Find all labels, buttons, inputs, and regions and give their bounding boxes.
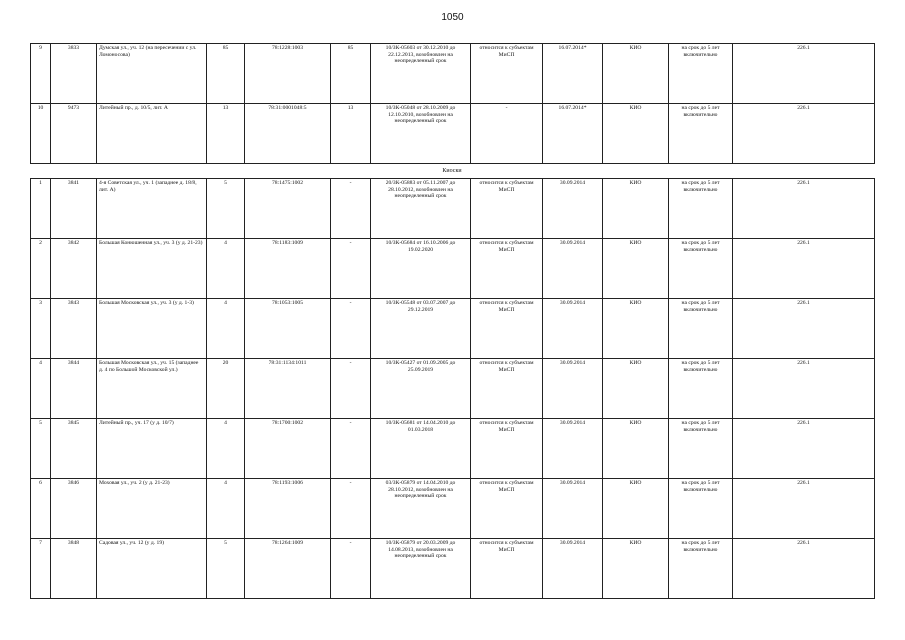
cell-cadastral-number: 78:1183:1009 [245,239,331,299]
cell-organization: КИО [603,44,669,104]
table-row [31,479,875,539]
cell-area: 20 [207,359,245,419]
cell-area-secondary: 13 [331,104,371,164]
cell-date: 30.09.2014 [543,179,603,239]
cell-area-secondary: - [331,359,371,419]
cell-object-id: 3841 [51,179,97,239]
cell-address: Большая Московская ул., уч. 15 (западнее д. 4 по Большой Московской ул.) [97,359,207,419]
cell-organization: КИО [603,539,669,599]
cell-row-number: 2 [31,239,51,299]
cell-code: 226.1 [733,419,875,479]
cell-date: 30.09.2014 [543,419,603,479]
cell-row-number: 5 [31,419,51,479]
cell-area: 4 [207,299,245,359]
cell-row-number: 7 [31,539,51,599]
cell-term: на срок до 5 лет включительно [669,419,733,479]
cell-code: 226.1 [733,179,875,239]
cell-cadastral-number: 78:1264:1009 [245,539,331,599]
cell-cadastral-number: 78:1700:1002 [245,419,331,479]
cell-term: на срок до 5 лет включительно [669,104,733,164]
cell-date: 30.09.2014 [543,299,603,359]
cell-organization: КИО [603,299,669,359]
cell-cadastral-number: 78:1228:1003 [245,44,331,104]
cell-row-number: 6 [31,479,51,539]
cell-subject-status: относится к субъектам МиСП [471,44,543,104]
cell-subject-status: относится к субъектам МиСП [471,479,543,539]
cell-cadastral-number: 78:31:1134:1011 [245,359,331,419]
table-row [31,539,875,599]
cell-object-id: 3846 [51,479,97,539]
table-row [31,179,875,239]
cell-address: Моховая ул., уч. 2 (у д. 21-23) [97,479,207,539]
cell-contract: 10/ЗК-05684 от 16.10.2006 до 19.02.2020 [371,239,471,299]
cell-contract: 10/ЗК-05879 от 20.03.2009 до 14.08.2013, возобновлен на неопределенный срок [371,539,471,599]
cell-organization: КИО [603,239,669,299]
cell-address: Литейный пр., уч. 17 (у д. 10/7) [97,419,207,479]
cell-area: 85 [207,44,245,104]
table-row [31,359,875,419]
cell-area-secondary: - [331,539,371,599]
cell-contract: 03/ЗК-05879 от 14.04.2010 до 28.10.2012, возобновлен на неопределенный срок [371,479,471,539]
cell-subject-status: относится к субъектам МиСП [471,179,543,239]
cell-cadastral-number: 78:1053:1005 [245,299,331,359]
cell-term: на срок до 5 лет включительно [669,179,733,239]
cell-date: 16.07.2014* [543,104,603,164]
cell-object-id: 3843 [51,299,97,359]
cell-contract: 10/ЗК-05548 от 03.07.2007 до 29.12.2019 [371,299,471,359]
cell-area-secondary: - [331,239,371,299]
cell-subject-status: - [471,104,543,164]
cell-address: Думская ул., уч. 12 (на пересечении с ул. Ломоносова) [97,44,207,104]
main-table [30,178,875,599]
cell-code: 226.1 [733,44,875,104]
cell-row-number: 10 [31,104,51,164]
cell-term: на срок до 5 лет включительно [669,539,733,599]
cell-term: на срок до 5 лет включительно [669,239,733,299]
cell-area-secondary: - [331,479,371,539]
cell-cadastral-number: 78:1193:1006 [245,479,331,539]
cell-code: 226.1 [733,539,875,599]
cell-contract: 10/ЗК-05048 от 28.10.2009 до 12.10.2010, возобновлен на неопределенный срок [371,104,471,164]
cell-area: 13 [207,104,245,164]
cell-area: 4 [207,239,245,299]
cell-area-secondary: - [331,179,371,239]
cell-organization: КИО [603,479,669,539]
cell-code: 226.1 [733,299,875,359]
cell-object-id: 3844 [51,359,97,419]
top-table [30,43,875,164]
table-row [31,299,875,359]
cell-code: 226.1 [733,479,875,539]
cell-area: 4 [207,419,245,479]
cell-term: на срок до 5 лет включительно [669,359,733,419]
cell-row-number: 1 [31,179,51,239]
table-row [31,104,875,164]
cell-cadastral-number: 78:31:0001048:5 [245,104,331,164]
cell-object-id: 3848 [51,539,97,599]
cell-code: 226.1 [733,239,875,299]
cell-area-secondary: - [331,419,371,479]
cell-term: на срок до 5 лет включительно [669,44,733,104]
cell-subject-status: относится к субъектам МиСП [471,359,543,419]
cell-contract: 10/ЗК-05427 от 01.09.2005 до 25.09.2019 [371,359,471,419]
cell-row-number: 4 [31,359,51,419]
cell-date: 30.09.2014 [543,479,603,539]
cell-subject-status: относится к субъектам МиСП [471,299,543,359]
cell-row-number: 3 [31,299,51,359]
cell-term: на срок до 5 лет включительно [669,479,733,539]
cell-address: Большая Московская ул., уч. 3 (у д. 1-3) [97,299,207,359]
cell-organization: КИО [603,359,669,419]
cell-address: 4-я Советская ул., уч. 1 (западнее д. 18/8, лит. А) [97,179,207,239]
cell-area: 5 [207,179,245,239]
page-number: 1050 [441,12,464,23]
cell-code: 226.1 [733,359,875,419]
cell-area-secondary: - [331,299,371,359]
table-row [31,419,875,479]
cell-contract: 10/ЗК-05603 от 30.12.2010 до 22.12.2013, возобновлен на неопределенный срок [371,44,471,104]
cell-organization: КИО [603,419,669,479]
cell-term: на срок до 5 лет включительно [669,299,733,359]
cell-address: Садовая ул., уч. 12 (у д. 19) [97,539,207,599]
cell-area: 5 [207,539,245,599]
cell-cadastral-number: 78:1475:1002 [245,179,331,239]
table-row [31,239,875,299]
cell-contract: 20/ЗК-05883 от 05.11.2007 до 28.10.2012, возобновлен на неопределенный срок [371,179,471,239]
cell-organization: КИО [603,104,669,164]
cell-address: Литейный пр., д. 10/5, лит. А [97,104,207,164]
cell-organization: КИО [603,179,669,239]
cell-area-secondary: 85 [331,44,371,104]
cell-object-id: 3845 [51,419,97,479]
cell-code: 226.1 [733,104,875,164]
cell-object-id: 3842 [51,239,97,299]
section-title: Киоски [442,168,462,174]
cell-address: Большая Конюшенная ул., уч. 3 (у д. 21-23) [97,239,207,299]
table-row [31,44,875,104]
cell-object-id: 3833 [51,44,97,104]
cell-date: 30.09.2014 [543,539,603,599]
cell-area: 4 [207,479,245,539]
cell-date: 16.07.2014* [543,44,603,104]
cell-date: 30.09.2014 [543,359,603,419]
cell-contract: 10/ЗК-05681 от 14.04.2010 до 01.03.2018 [371,419,471,479]
cell-date: 30.09.2014 [543,239,603,299]
cell-subject-status: относится к субъектам МиСП [471,419,543,479]
cell-subject-status: относится к субъектам МиСП [471,539,543,599]
cell-object-id: 9473 [51,104,97,164]
cell-row-number: 9 [31,44,51,104]
cell-subject-status: относится к субъектам МиСП [471,239,543,299]
